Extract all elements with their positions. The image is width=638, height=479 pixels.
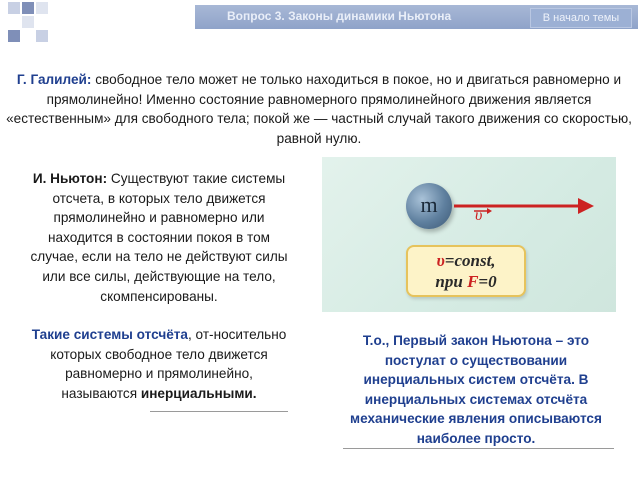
decorative-square — [36, 30, 48, 42]
header-bar — [195, 5, 638, 29]
newton-paragraph — [30, 169, 288, 306]
conclusion-paragraph: Т.о., Первый закон Ньютона – это постулат о существовании инерциальных систем отсчёта. В инерциальных системах отсчёта механические явления описываются наиболее просто. — [350, 333, 602, 446]
conclusion-underline — [343, 448, 614, 449]
formula-zero: =0 — [478, 272, 497, 291]
decorative-square — [36, 2, 48, 14]
definition-underline — [150, 411, 288, 412]
inertial-definition — [30, 325, 288, 403]
decorative-square — [8, 2, 20, 14]
formula-line-2 — [408, 271, 524, 292]
galileo-paragraph — [4, 70, 634, 148]
inertial-term: Такие системы отсчёта — [31, 327, 188, 342]
illustration — [322, 157, 616, 312]
mass-label: m — [420, 192, 438, 217]
question-title: Вопрос 3. Законы динамики Ньютона — [227, 9, 452, 23]
formula-box — [406, 245, 526, 297]
newton-text: Существуют такие системы отсчета, в которых тело движется прямолинейно и равномерно или находится в состоянии покоя в том случае, если на тело не действуют силы или все силы, действующие на тело, скомпенсированы. — [30, 171, 288, 304]
home-link-button[interactable]: В начало темы — [530, 8, 632, 28]
newton-author: И. Ньютон: — [32, 171, 108, 186]
inertial-term-2: инерциальными. — [140, 385, 257, 401]
velocity-label: υ — [475, 207, 483, 224]
formula-line-1 — [408, 250, 524, 271]
formula-pri: при — [435, 272, 468, 291]
formula-force: F — [467, 272, 479, 291]
decorative-square — [22, 16, 34, 28]
galileo-author: Г. Галилей: — [16, 72, 92, 87]
formula-const: =const, — [444, 251, 496, 270]
inertial-text: , от-носительно которых свободное тело движется равномерно и прямолинейно, называются — [50, 327, 287, 401]
galileo-text: свободное тело может не только находиться в покое, но и двигаться равномерно и прямолинейно! Именно состояние равномерного прямолинейного движения является «естественным» для свободного тела; покой же — частный случай такого движения со скоростью, равной нулю. — [6, 72, 632, 146]
formula-velocity: υ — [436, 251, 445, 270]
decorative-square — [22, 2, 34, 14]
decorative-square — [8, 30, 20, 42]
